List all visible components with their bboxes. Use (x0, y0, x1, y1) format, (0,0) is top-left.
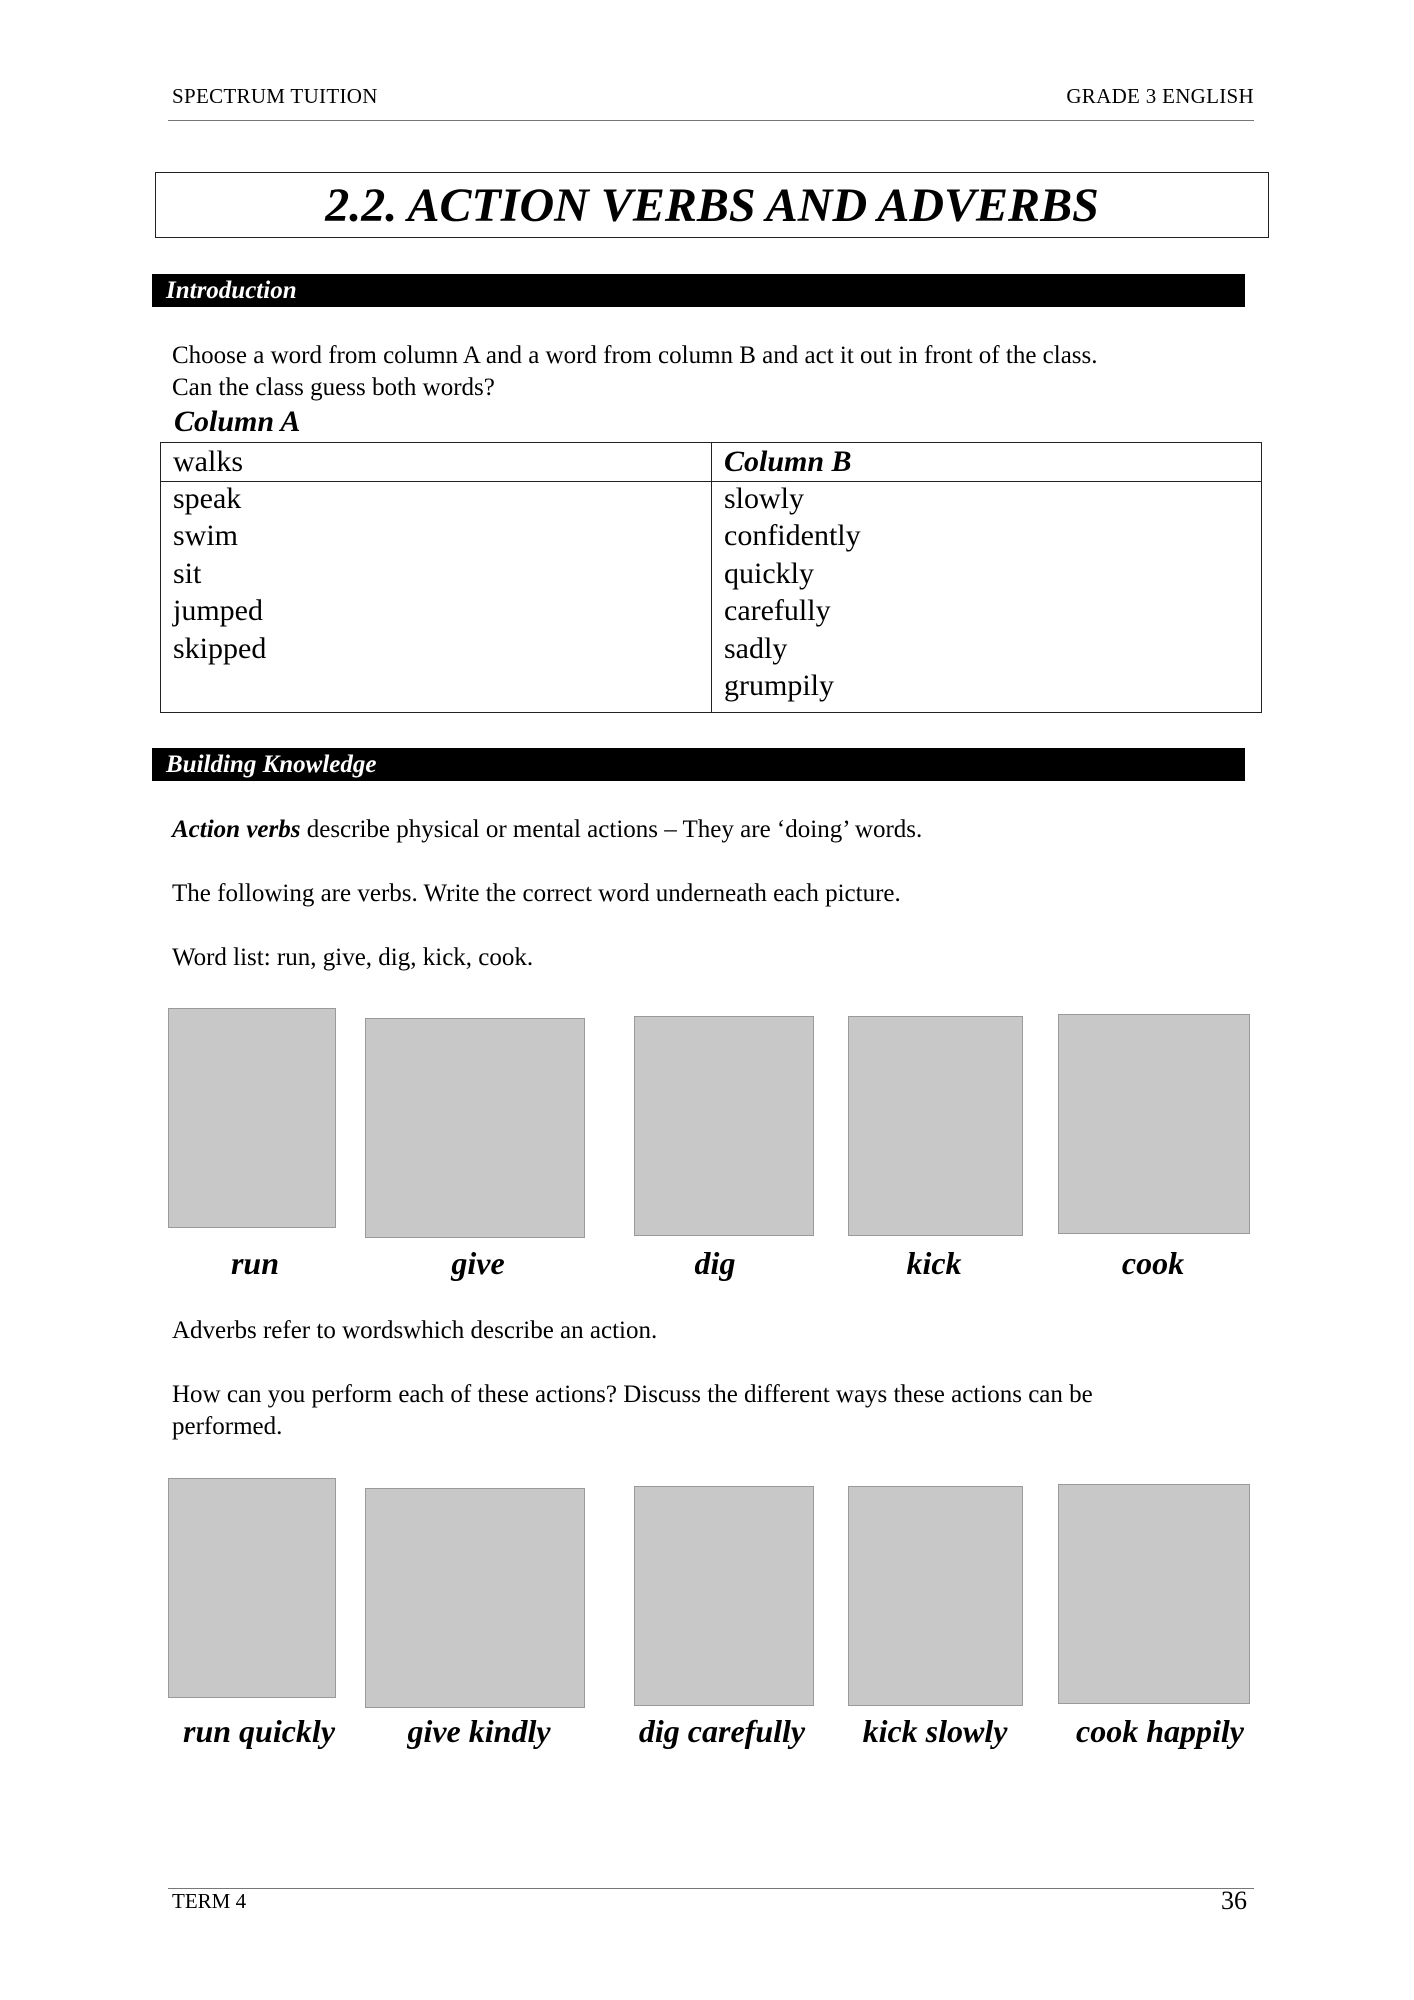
section-bar-introduction: Introduction (152, 274, 1245, 307)
discussion-question-line-1: How can you perform each of these actions? Discuss the different ways these actions can be (172, 1381, 1093, 1408)
verb-caption: cook (1121, 1245, 1185, 1281)
verb-caption: kick (906, 1245, 962, 1281)
running-girl-image (168, 1008, 336, 1228)
verb-adverb-caption: dig carefully (638, 1713, 806, 1749)
action-verbs-definition (172, 814, 922, 846)
woman-cooking-image (1058, 1014, 1250, 1234)
woman-cooking-image (1058, 1484, 1250, 1704)
verb-caption: give (451, 1245, 505, 1281)
word-table (160, 442, 1262, 713)
children-giving-gift-image (365, 1488, 585, 1708)
verb-adverb-caption: cook happily (1076, 1713, 1244, 1749)
column-b-word: carefully (724, 594, 831, 627)
girl-kicking-ball-image (848, 1486, 1023, 1706)
section-bar-building-knowledge: Building Knowledge (152, 748, 1245, 781)
verb-adverb-caption: give kindly (407, 1713, 551, 1749)
verbs-instruction: The following are verbs. Write the correct word underneath each picture. (172, 880, 901, 907)
header-right: GRADE 3 ENGLISH (1066, 84, 1254, 108)
verb-caption: run (230, 1245, 280, 1281)
footer-term: TERM 4 (172, 1889, 247, 1913)
column-b-word: sadly (724, 632, 788, 665)
header-divider (168, 120, 1254, 121)
girl-kicking-ball-image (848, 1016, 1023, 1236)
page-number: 36 (1221, 1886, 1247, 1915)
column-b-word: grumpily (724, 669, 834, 702)
column-b-word: confidently (724, 519, 861, 552)
word-list: Word list: run, give, dig, kick, cook. (172, 944, 534, 971)
column-a-word: skipped (173, 632, 267, 665)
column-a-word: swim (173, 519, 239, 552)
column-a-word: jumped (173, 594, 263, 627)
column-b-heading: Column B (724, 445, 852, 478)
children-giving-gift-image (365, 1018, 585, 1238)
verb-caption: dig (694, 1245, 736, 1281)
page-title: 2.2. ACTION VERBS AND ADVERBS (325, 178, 1099, 232)
table-divider-vertical (711, 443, 712, 712)
action-verbs-term: Action verbs (172, 816, 301, 843)
header-left: SPECTRUM TUITION (172, 84, 378, 108)
page-title-box (155, 172, 1269, 238)
column-a-word: walks (173, 445, 243, 478)
column-a-word: speak (173, 482, 242, 515)
verb-adverb-caption: run quickly (182, 1713, 336, 1749)
verb-adverb-caption: kick slowly (862, 1713, 1008, 1749)
column-a-heading: Column A (174, 405, 301, 438)
table-divider-horizontal-a (161, 481, 711, 482)
intro-line-1: Choose a word from column A and a word from column B and act it out in front of the class. (172, 342, 1098, 369)
man-and-boy-digging-image (634, 1016, 814, 1236)
column-b-word: quickly (724, 557, 814, 590)
action-verbs-definition-text: describe physical or mental actions – They are ‘doing’ words. (300, 816, 923, 843)
column-a-word: sit (173, 557, 202, 590)
running-girl-image (168, 1478, 336, 1698)
footer-divider (168, 1888, 1254, 1889)
man-and-boy-digging-image (634, 1486, 814, 1706)
adverbs-note: Adverbs refer to wordswhich describe an action. (172, 1317, 658, 1344)
discussion-question-line-2: performed. (172, 1413, 283, 1440)
column-b-word: slowly (724, 482, 805, 515)
intro-line-2: Can the class guess both words? (172, 374, 495, 401)
